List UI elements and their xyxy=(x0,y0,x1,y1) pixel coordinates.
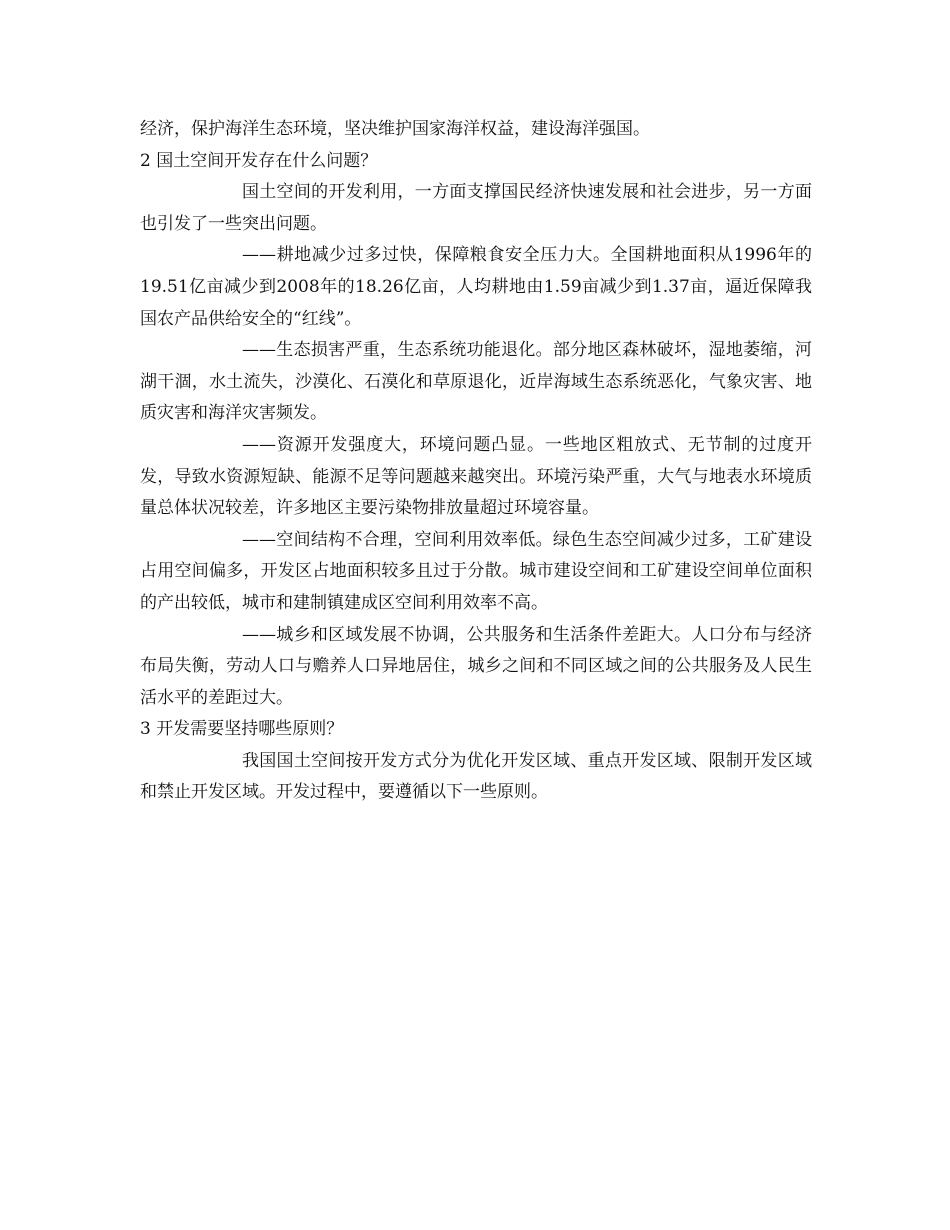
document-page xyxy=(140,114,812,809)
section-heading-2: 2 国土空间开发存在什么问题？ xyxy=(140,150,378,171)
paragraph-ecology: ——生态损害严重，生态系统功能退化。部分地区森林破坏，湿地萎缩，河湖干涸，水土流失，沙漠化、石漠化和草原退化，近岸海域生态系统恶化，气象灾害、地质灾害和海洋灾害频发。 xyxy=(140,340,812,424)
paragraph-principles: 我国国土空间按开发方式分为优化开发区域、重点开发区域、限制开发区域和禁止开发区域。开发过程中，要遵循以下一些原则。 xyxy=(140,750,812,803)
paragraph-urban-rural: ——城乡和区域发展不协调，公共服务和生活条件差距大。人口分布与经济布局失衡，劳动人口与赡养人口异地居住，城乡之间和不同区域之间的公共服务及人民生活水平的差距过大。 xyxy=(140,624,812,708)
paragraph-continued: 经济，保护海洋生态环境，坚决维护国家海洋权益，建设海洋强国。 xyxy=(140,119,650,139)
paragraph-intro: 国土空间的开发利用，一方面支撑国民经济快速发展和社会进步，另一方面也引发了一些突出问题。 xyxy=(140,182,812,234)
paragraph-resources: ——资源开发强度大，环境问题凸显。一些地区粗放式、无节制的过度开发，导致水资源短缺、能源不足等问题越来越突出。环境污染严重，大气与地表水环境质量总体状况较差，许多地区主要污染物排放量超过环境容量。 xyxy=(140,434,812,519)
paragraph-spatial-structure: ——空间结构不合理，空间利用效率低。绿色生态空间减少过多，工矿建设占用空间偏多，开发区占地面积较多且过于分散。城市建设空间和工矿建设空间单位面积的产出较低，城市和建制镇建成区空间利用效率不高。 xyxy=(140,529,812,613)
section-heading-3: 3 开发需要坚持哪些原则？ xyxy=(140,719,344,740)
paragraph-farmland: ——耕地减少过多过快，保障粮食安全压力大。全国耕地面积从1996年的19.51亿亩减少到2008年的18.26亿亩，人均耕地由1.59亩减少到1.37亩，逼近保障我国农产品供给安全的“红线”。 xyxy=(140,245,812,329)
